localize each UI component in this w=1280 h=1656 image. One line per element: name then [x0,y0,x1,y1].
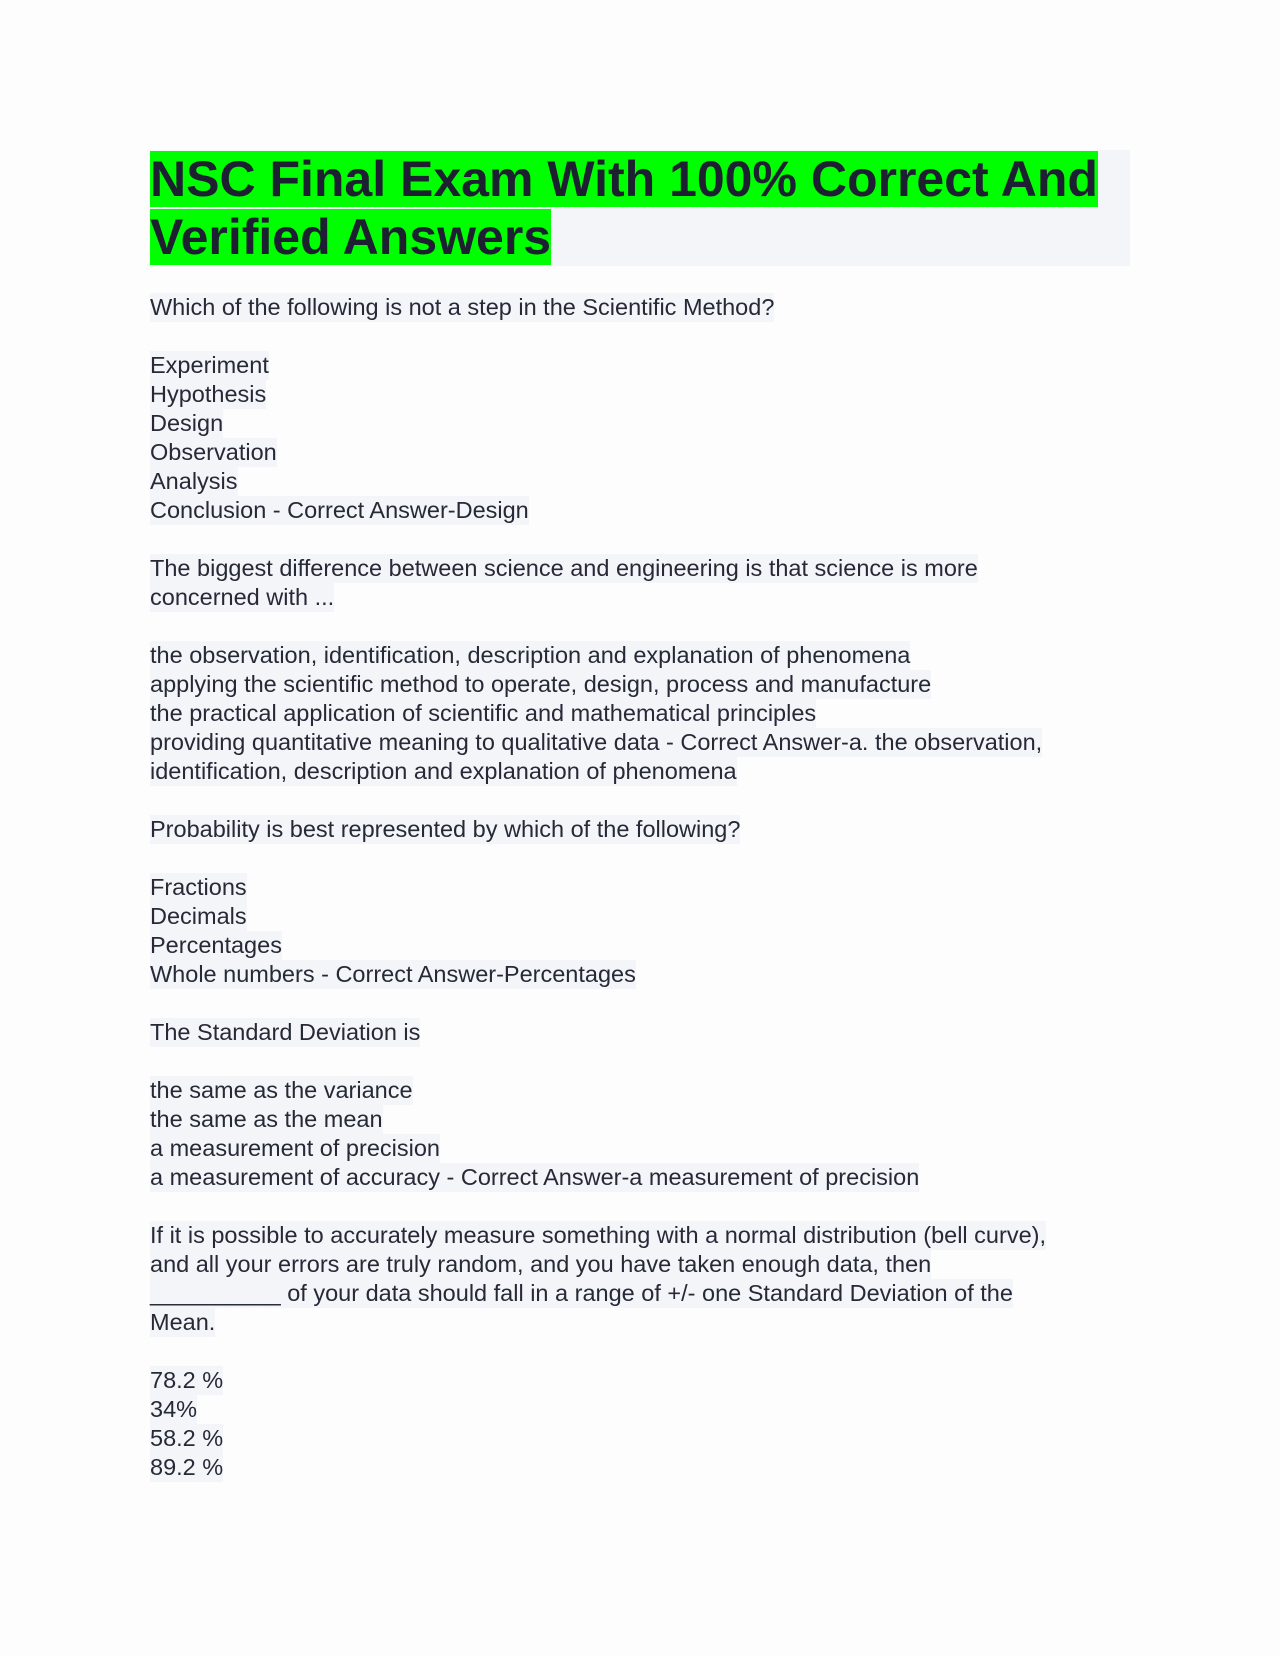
title-box [150,150,1130,266]
document-page [150,150,1130,1482]
option: the observation, identification, description and explanation of phenomena [150,642,911,668]
option: 58.2 % [150,1425,224,1451]
option: applying the scientific method to operate, design, process and manufacture [150,671,932,697]
option: Experiment [150,352,269,378]
question-text: __________ of your data should fall in a range of +/- one Standard Deviation of the [150,1280,1013,1306]
option-answer: Whole numbers - Correct Answer-Percentages [150,961,636,987]
question-text: and all your errors are truly random, and you have taken enough data, then [150,1251,932,1277]
option: 34% [150,1396,198,1422]
question-text: Mean. [150,1309,216,1335]
question-text: Probability is best represented by which of the following? [150,816,741,842]
option: a measurement of precision [150,1135,440,1161]
options-4 [150,1076,1130,1192]
option: 78.2 % [150,1367,224,1393]
question-text: Which of the following is not a step in the Scientific Method? [150,294,775,320]
option: Design [150,410,224,436]
question-4 [150,1018,1130,1047]
question-text: concerned with ... [150,584,335,610]
option: the same as the variance [150,1077,413,1103]
question-2 [150,554,1130,612]
options-1 [150,351,1130,525]
option: the same as the mean [150,1106,383,1132]
option-answer: identification, description and explanation of phenomena [150,758,737,784]
option: Hypothesis [150,381,267,407]
document-title [150,150,1130,266]
option: Decimals [150,903,247,929]
option: Analysis [150,468,238,494]
question-5 [150,1221,1130,1337]
question-text: The Standard Deviation is [150,1019,421,1045]
option-answer: providing quantitative meaning to qualitative data - Correct Answer-a. the observation, [150,729,1043,755]
question-3 [150,815,1130,844]
options-5 [150,1366,1130,1482]
option: Observation [150,439,277,465]
question-1 [150,293,1130,322]
option: Fractions [150,874,247,900]
option: Percentages [150,932,282,958]
title-line-1: NSC Final Exam With 100% Correct And [150,151,1098,207]
option: 89.2 % [150,1454,224,1480]
option-answer: Conclusion - Correct Answer-Design [150,497,529,523]
options-3 [150,873,1130,989]
title-line-2: Verified Answers [150,209,552,265]
option-answer: a measurement of accuracy - Correct Answer-a measurement of precision [150,1164,920,1190]
option: the practical application of scientific and mathematical principles [150,700,817,726]
question-text: If it is possible to accurately measure something with a normal distribution (bell curve), [150,1222,1046,1248]
question-text: The biggest difference between science and engineering is that science is more [150,555,978,581]
options-2 [150,641,1130,786]
